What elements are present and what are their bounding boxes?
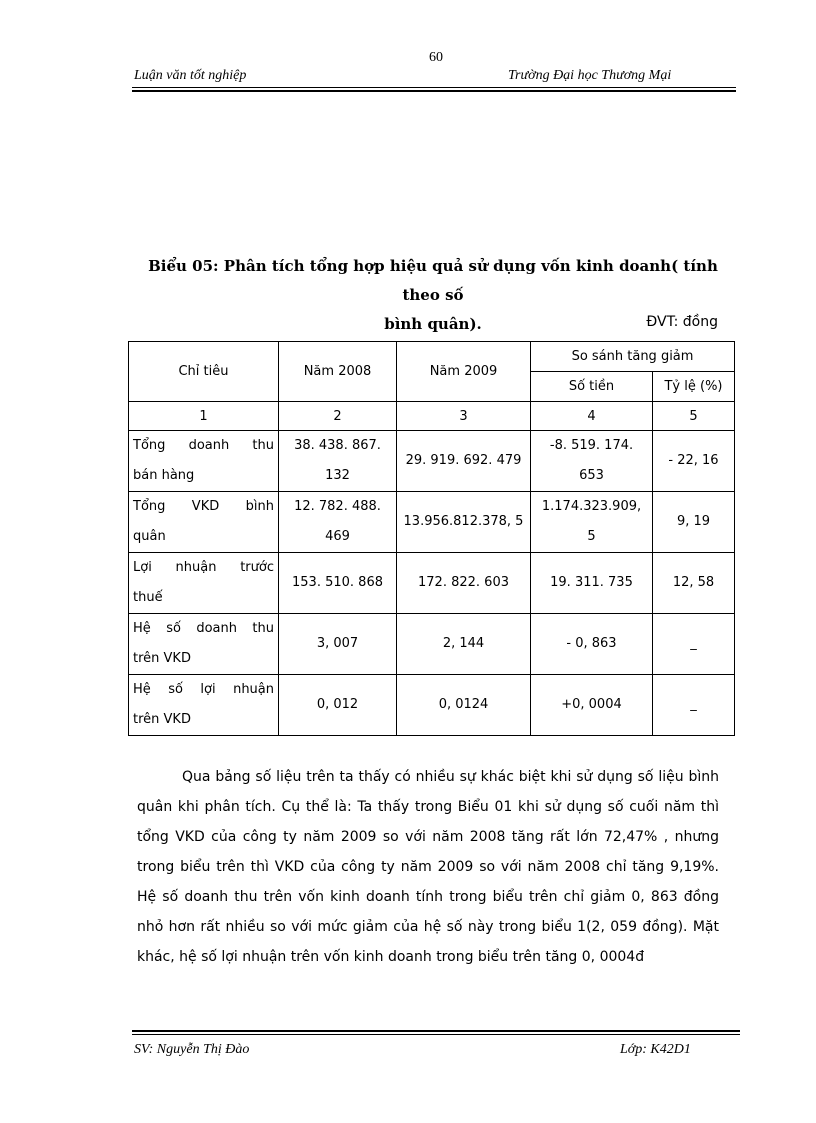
cell-so-tien: - 0, 863 xyxy=(531,614,653,675)
table-title-line-1: Biểu 05: Phân tích tổng hợp hiệu quả sử dụng vốn kinh doanh( tính theo số xyxy=(148,257,718,304)
cell-line: -8. 519. 174. xyxy=(549,438,634,453)
cell-ty-le: - 22, 16 xyxy=(653,431,735,492)
cell-2008 xyxy=(279,431,397,492)
header-thesis-label: Luận văn tốt nghiệp xyxy=(134,68,247,83)
cell-line: 5 xyxy=(587,529,596,544)
body-paragraph-block xyxy=(137,762,719,972)
table-index-row xyxy=(129,402,735,431)
row-label-line: bán hàng xyxy=(133,468,195,483)
cell-ty-le: 9, 19 xyxy=(653,492,735,553)
cell-2008 xyxy=(279,492,397,553)
header-nam-2009: Năm 2009 xyxy=(397,342,531,402)
cell-line: 12. 782. 488. xyxy=(294,499,381,514)
cell-line: 653 xyxy=(579,468,604,483)
cell-2009: 13.956.812.378, 5 xyxy=(397,492,531,553)
row-label xyxy=(129,553,279,614)
table-title-line-2: bình quân). xyxy=(384,315,482,333)
row-label-line: trên VKD xyxy=(133,651,191,666)
row-label xyxy=(129,614,279,675)
header-rule xyxy=(132,87,736,88)
table-row xyxy=(129,614,735,675)
index-cell: 3 xyxy=(397,402,531,431)
header-university-label: Trường Đại học Thương Mại xyxy=(508,68,672,83)
cell-line: 38. 438. 867. xyxy=(294,438,381,453)
cell-ty-le: 12, 58 xyxy=(653,553,735,614)
cell-2008: 153. 510. 868 xyxy=(279,553,397,614)
row-label-line: thuế xyxy=(133,590,163,605)
footer-class-label: Lớp: K42D1 xyxy=(620,1042,691,1057)
header-ty-le: Tỷ lệ (%) xyxy=(653,372,735,402)
cell-ty-le: _ xyxy=(653,675,735,736)
row-label-line: Tổng VKD bình xyxy=(133,499,274,514)
body-paragraph: Qua bảng số liệu trên ta thấy có nhiều sự khác biệt khi sử dụng số liệu bình quân khi phân tích. Cụ thể là: Ta thấy trong Biểu 01 khi sử dụng số cuối năm thì tổng VKD của công ty năm 2009 so với năm 2008 tăng rất lớn 72,47% , nhưng trong biểu trên thì VKD của công ty năm 2009 so với năm 2008 chỉ tăng 9,19%. Hệ số doanh thu trên vốn kinh doanh tính trong biểu trên chỉ giảm 0, 863 đồng nhỏ hơn rất nhiều so với mức giảm của hệ số này trong biểu 1(2, 059 đồng). Mặt khác, hệ số lợi nhuận trên vốn kinh doanh trong biểu trên tăng 0, 0004đ xyxy=(137,769,719,965)
cell-2009: 29. 919. 692. 479 xyxy=(397,431,531,492)
header-nam-2008: Năm 2008 xyxy=(279,342,397,402)
cell-so-tien xyxy=(531,431,653,492)
row-label-line: Hệ số doanh thu xyxy=(133,621,274,636)
cell-so-tien xyxy=(531,492,653,553)
table-row xyxy=(129,431,735,492)
row-label-line: Tổng doanh thu xyxy=(133,438,274,453)
cell-ty-le: _ xyxy=(653,614,735,675)
header-so-sanh: So sánh tăng giảm xyxy=(531,342,735,372)
table-row xyxy=(129,553,735,614)
row-label xyxy=(129,675,279,736)
row-label-line: trên VKD xyxy=(133,712,191,727)
cell-line: 132 xyxy=(325,468,350,483)
cell-2009: 2, 144 xyxy=(397,614,531,675)
row-label-line: quân xyxy=(133,529,166,544)
header-rule-thick xyxy=(132,90,736,92)
cell-2009: 172. 822. 603 xyxy=(397,553,531,614)
table-row xyxy=(129,492,735,553)
index-cell: 2 xyxy=(279,402,397,431)
row-label-line: Hệ số lợi nhuận xyxy=(133,682,274,697)
row-label-line: Lợi nhuận trước xyxy=(133,560,274,575)
index-cell: 4 xyxy=(531,402,653,431)
header-chi-tieu: Chỉ tiêu xyxy=(129,342,279,402)
analysis-table xyxy=(128,341,735,736)
footer-rule xyxy=(132,1034,740,1035)
index-cell: 1 xyxy=(129,402,279,431)
cell-2009: 0, 0124 xyxy=(397,675,531,736)
cell-2008: 3, 007 xyxy=(279,614,397,675)
row-label xyxy=(129,492,279,553)
cell-so-tien: 19. 311. 735 xyxy=(531,553,653,614)
unit-label: ĐVT: đồng xyxy=(646,314,718,330)
header-so-tien: Số tiền xyxy=(531,372,653,402)
row-label xyxy=(129,431,279,492)
table-header-row xyxy=(129,342,735,372)
cell-so-tien: +0, 0004 xyxy=(531,675,653,736)
cell-line: 469 xyxy=(325,529,350,544)
cell-line: 1.174.323.909, xyxy=(541,499,642,514)
footer-student-name: SV: Nguyễn Thị Đào xyxy=(134,1042,250,1057)
footer-rule-thick xyxy=(132,1030,740,1032)
table-row xyxy=(129,675,735,736)
index-cell: 5 xyxy=(653,402,735,431)
cell-2008: 0, 012 xyxy=(279,675,397,736)
page-number: 60 xyxy=(429,50,443,65)
